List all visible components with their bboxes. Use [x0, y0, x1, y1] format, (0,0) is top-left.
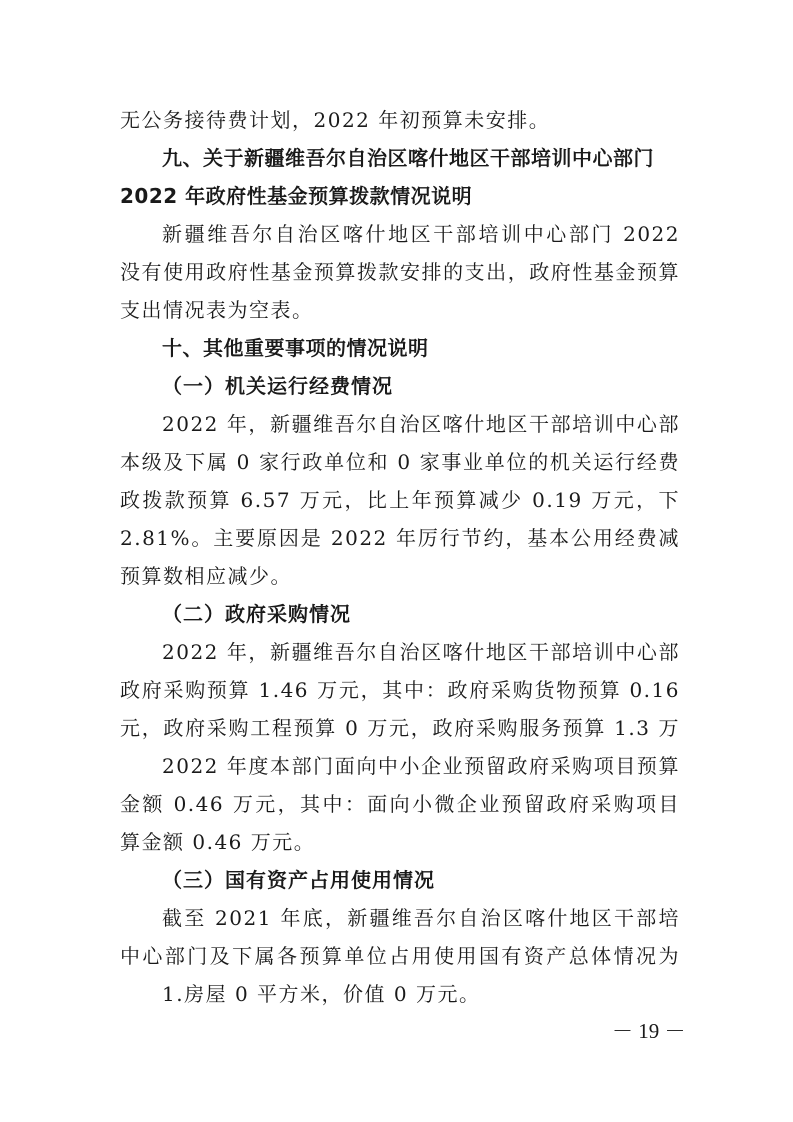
subsection-heading-1: （一）机关运行经费情况 [162, 374, 393, 398]
paragraph-line: 金额 0.46 万元，其中：面向小微企业预留政府采购项目 [120, 792, 680, 816]
section-heading-9-cont: 2022 年政府性基金预算拨款情况说明 [120, 184, 473, 208]
paragraph-line: 政府采购预算 1.46 万元，其中：政府采购货物预算 0.16 [120, 678, 680, 702]
paragraph-line: 新疆维吾尔自治区喀什地区干部培训中心部门 2022 [162, 222, 680, 246]
paragraph-line: 没有使用政府性基金预算拨款安排的支出，政府性基金预算 [120, 260, 680, 284]
paragraph-line: 中心部门及下属各预算单位占用使用国有资产总体情况为 [120, 944, 680, 968]
subsection-heading-3: （三）国有资产占用使用情况 [162, 868, 435, 892]
paragraph-line: 元，政府采购工程预算 0 万元，政府采购服务预算 1.3 万 [120, 716, 680, 740]
paragraph-line: 支出情况表为空表。 [120, 298, 314, 322]
paragraph-line: 无公务接待费计划，2022 年初预算未安排。 [120, 108, 551, 132]
section-heading-9: 九、关于新疆维吾尔自治区喀什地区干部培训中心部门 [162, 146, 654, 170]
paragraph-line: 2022 年度本部门面向中小企业预留政府采购项目预算 [162, 754, 680, 778]
paragraph-line: 预算数相应减少。 [120, 564, 292, 588]
paragraph-line: 截至 2021 年底，新疆维吾尔自治区喀什地区干部培 [162, 906, 680, 930]
paragraph-line: 本级及下属 0 家行政单位和 0 家事业单位的机关运行经费 [120, 450, 680, 474]
subsection-heading-2: （二）政府采购情况 [162, 602, 351, 626]
paragraph-line: 2.81%。主要原因是 2022 年厉行节约，基本公用经费减 [120, 526, 680, 550]
paragraph-line: 2022 年，新疆维吾尔自治区喀什地区干部培训中心部 [162, 412, 680, 436]
section-heading-10: 十、其他重要事项的情况说明 [162, 336, 429, 360]
paragraph-line: 2022 年，新疆维吾尔自治区喀什地区干部培训中心部 [162, 640, 680, 664]
paragraph-line: 1.房屋 0 平方米，价值 0 万元。 [162, 982, 481, 1006]
paragraph-line: 政拨款预算 6.57 万元，比上年预算减少 0.19 万元，下 [120, 488, 680, 512]
paragraph-line: 算金额 0.46 万元。 [120, 830, 316, 854]
page-number: － 19 － [612, 1019, 686, 1043]
